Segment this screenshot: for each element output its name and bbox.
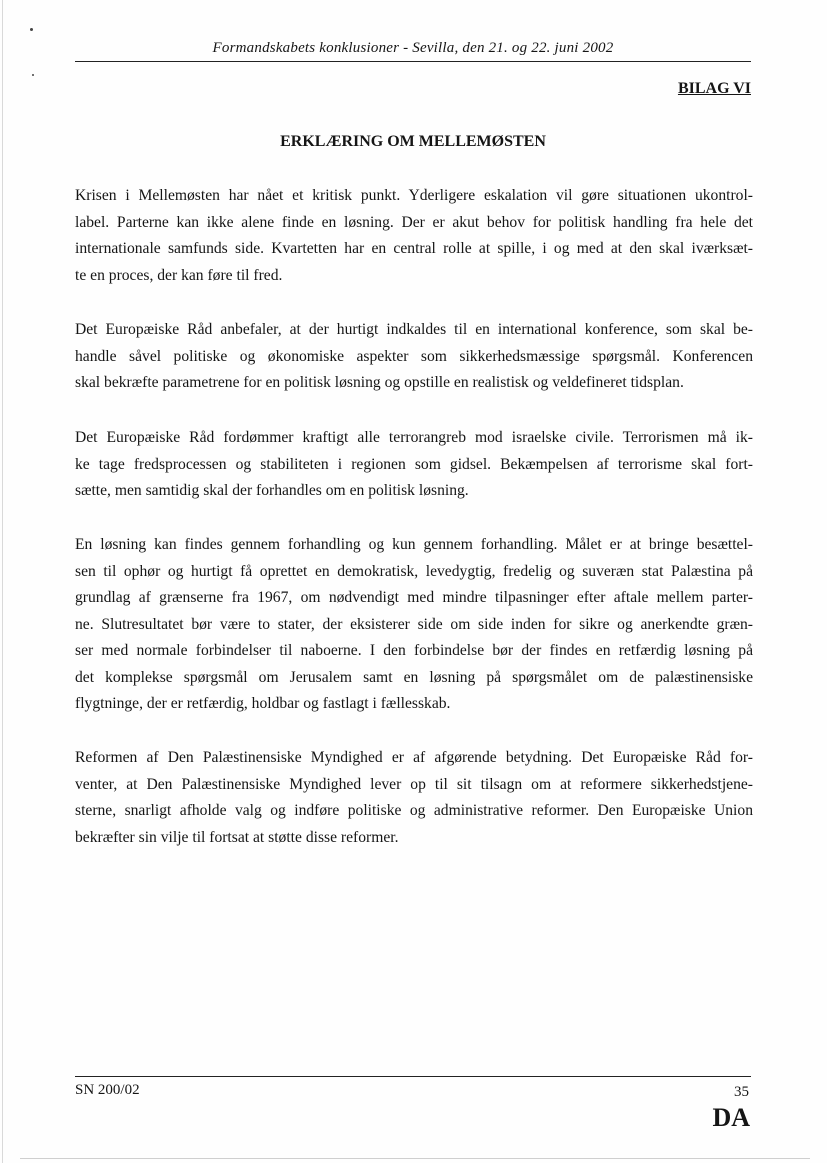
scan-edge-bottom: [20, 1158, 810, 1159]
text-line: Det Europæiske Råd fordømmer kraftigt alle terrorangreb mod israelske civile. Terrorismen må ik-: [75, 429, 753, 446]
paragraph-1: [75, 183, 753, 289]
paragraph-3: [75, 425, 753, 505]
text-line: Krisen i Mellemøsten har nået et kritisk punkt. Yderligere eskalation vil gøre situationen ukontrol-: [75, 187, 753, 204]
paragraph-2: [75, 317, 753, 397]
paragraph-5: [75, 745, 753, 851]
text-line: det komplekse spørgsmål om Jerusalem samt en løsning på spørgsmålet om de palæstinensiske: [75, 668, 753, 686]
page-number: 35: [734, 1084, 749, 1100]
text-line: label. Parterne kan ikke alene finde en løsning. Der er akut behov for politisk handling fra hele det: [75, 213, 753, 231]
text-line: sætte, men samtidig skal der forhandles om en politisk løsning.: [75, 482, 469, 499]
text-line: Reformen af Den Palæstinensiske Myndighed er af afgørende betydning. Det Europæiske Råd for-: [75, 749, 753, 766]
document-title: ERKLÆRING OM MELLEMØSTEN: [280, 133, 546, 150]
text-line: flygtninge, der er retfærdig, holdbar og fastlagt i fællesskab.: [75, 695, 451, 712]
text-line: grundlag af grænserne fra 1967, om nødvendigt med mindre tilpasninger efter aftale mellem parter-: [75, 589, 753, 606]
text-line: sterne, snarligt afholde valg og indføre politiske og administrative reformer. Den Europæiske Union: [75, 802, 753, 819]
text-line: venter, at Den Palæstinensiske Myndighed lever op til sit tilsagn om at reformere sikkerhedstjene-: [75, 775, 753, 793]
scan-dot: [30, 28, 33, 31]
text-line: handle såvel politiske og økonomiske aspekter som sikkerhedsmæssige spørgsmål. Konferencen: [75, 347, 753, 365]
running-header: Formandskabets konklusioner - Sevilla, den 21. og 22. juni 2002: [212, 40, 614, 56]
text-line: te en proces, der kan føre til fred.: [75, 266, 283, 284]
text-line: ser med normale forbindelser til naboerne. I den forbindelse bør der findes en retfærdig løsning på: [75, 642, 753, 659]
text-line: skal bekræfte parametrene for en politisk løsning og opstille en realistisk og veldefineret tidsplan.: [75, 374, 684, 391]
text-line: internationale samfunds side. Kvartetten har en central rolle at spille, i og med at den skal iværksæt-: [75, 240, 753, 257]
text-line: En løsning kan findes gennem forhandling og kun gennem forhandling. Målet er at bringe besættel-: [75, 536, 753, 553]
text-line: Det Europæiske Råd anbefaler, at der hurtigt indkaldes til en international konference, som skal be-: [75, 321, 753, 338]
text-line: bekræfter sin vilje til fortsat at støtte disse reformer.: [75, 828, 399, 846]
text-line: ne. Slutresultatet bør være to stater, der eksisterer side om side inden for sikre og anerkendte græn-: [75, 615, 753, 633]
footer-rule: [75, 1076, 751, 1077]
text-line: ke tage fredsprocessen og stabiliteten i regionen som gidsel. Bekæmpelsen af terrorisme skal fort-: [75, 455, 753, 473]
scan-edge: [2, 0, 3, 1163]
document-reference: SN 200/02: [75, 1082, 140, 1098]
paragraph-4: [75, 532, 753, 718]
text-line: sen til ophør og hurtigt få oprettet en demokratisk, levedygtig, fredelig og suveræn stat Palæstina på: [75, 562, 753, 580]
language-code: DA: [712, 1103, 750, 1132]
annex-label: BILAG VI: [677, 80, 751, 97]
scan-dot: [32, 74, 34, 76]
header-rule: [75, 61, 751, 62]
